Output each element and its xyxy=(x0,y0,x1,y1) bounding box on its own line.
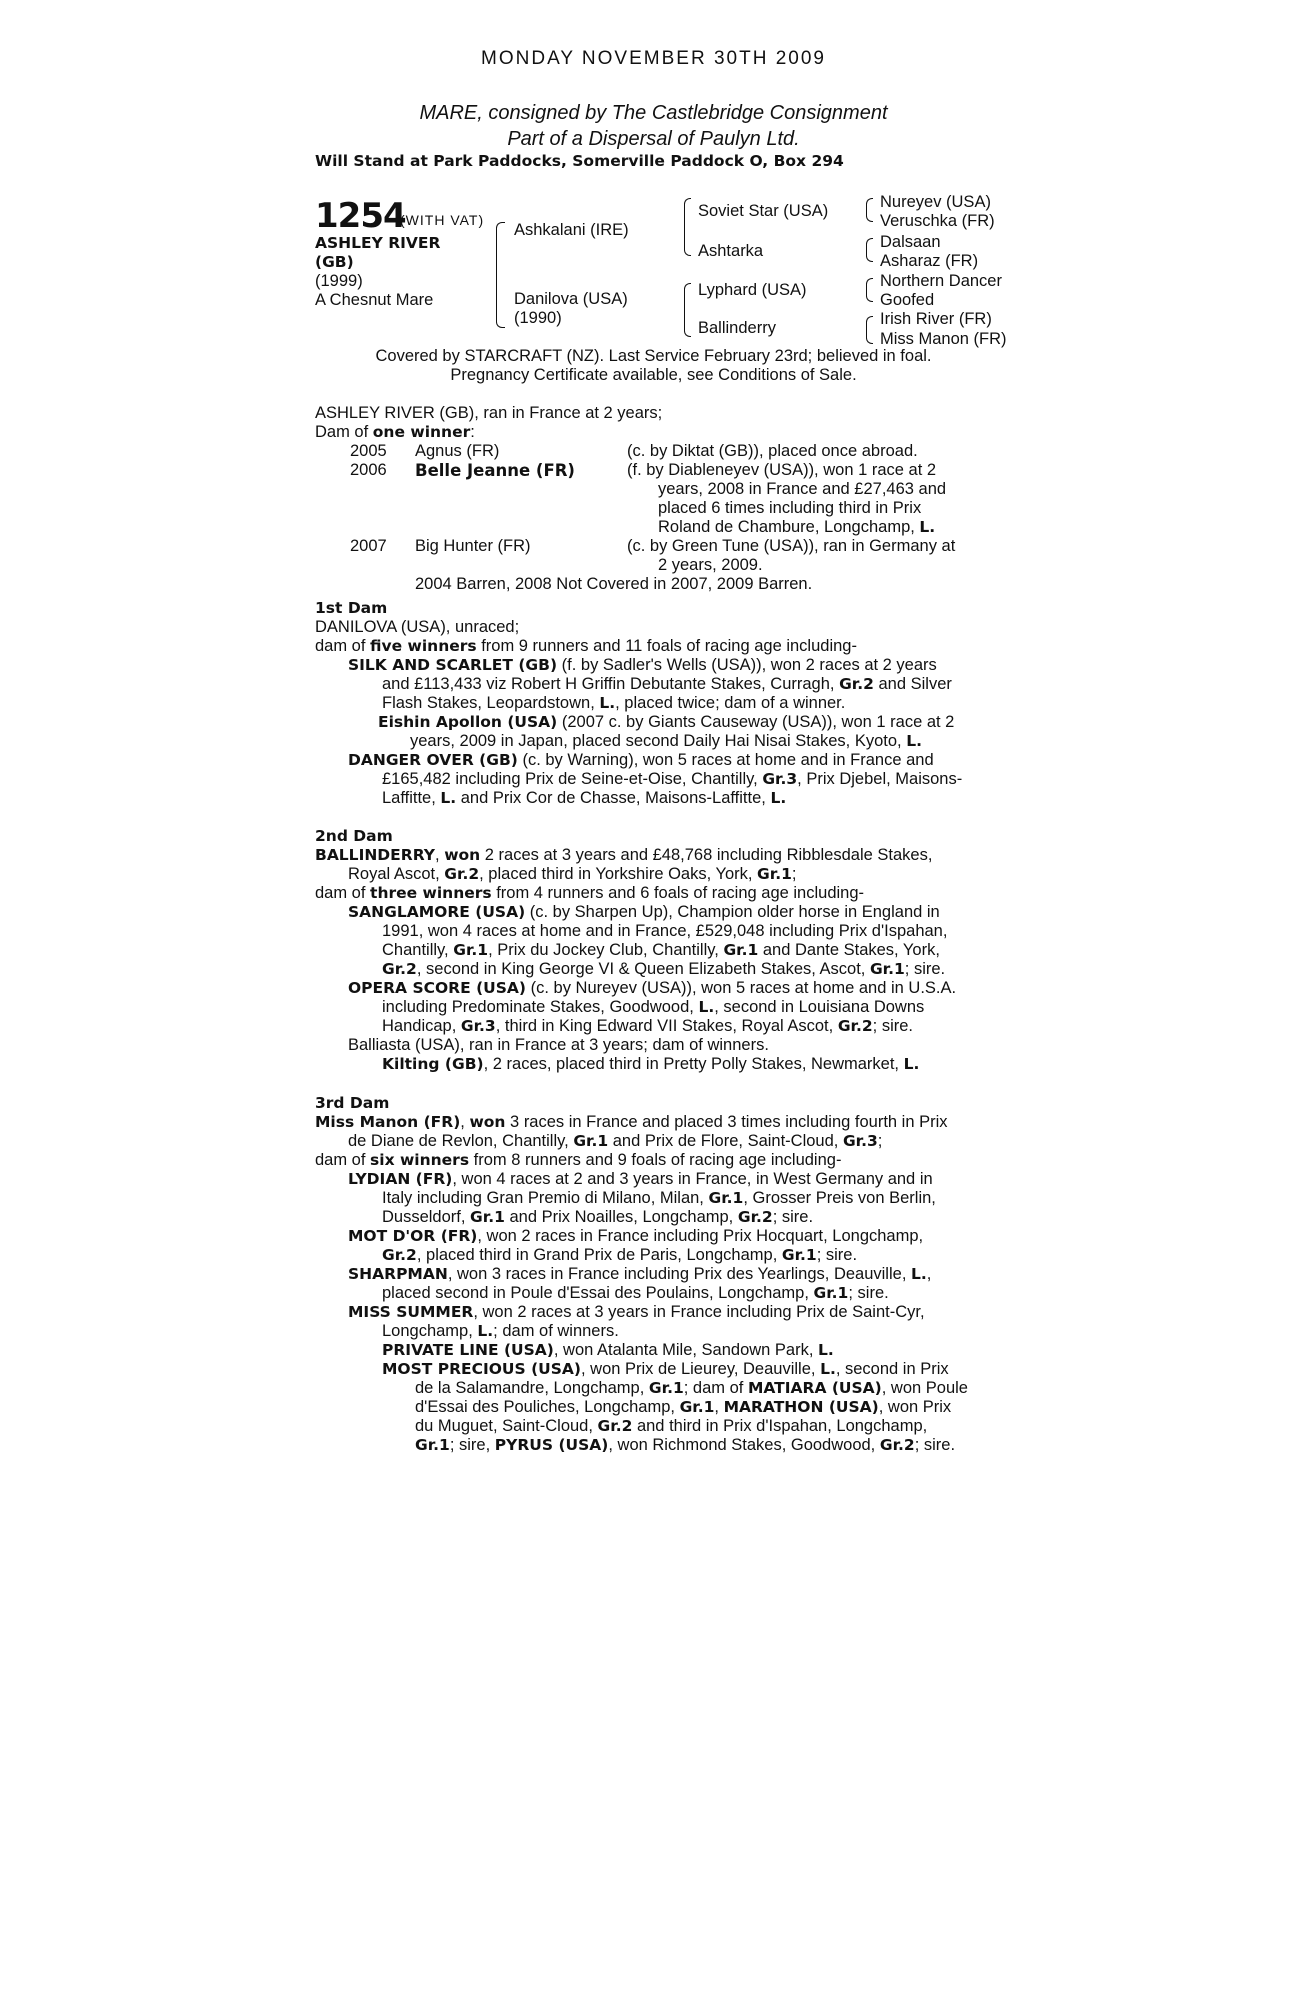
third-dam-most-line1: MOST PRECIOUS (USA), won Prix de Lieurey, Deauville, L., second in Prix xyxy=(382,1360,949,1378)
pedigree-brace-sd xyxy=(866,238,873,262)
second-dam-opera-line1: OPERA SCORE (USA) (c. by Nureyev (USA)), won 5 races at home and in U.S.A. xyxy=(348,979,957,997)
produce-barren: 2004 Barren, 2008 Not Covered in 2007, 2009 Barren. xyxy=(415,575,813,593)
pedigree-dd: Ballinderry xyxy=(698,319,776,337)
horse-country: (GB) xyxy=(315,253,354,271)
pedigree-sss: Nureyev (USA) xyxy=(880,193,991,211)
first-dam-dam-of: dam of five winners from 9 runners and 11 foals of racing age including- xyxy=(315,637,857,655)
pedigree-sds: Dalsaan xyxy=(880,233,941,251)
pedigree-dam-year: (1990) xyxy=(514,309,562,327)
pedigree-sire: Ashkalani (IRE) xyxy=(514,221,629,239)
first-dam-danger-line3: Laffitte, L. and Prix Cor de Chasse, Maisons-Laffitte, L. xyxy=(382,789,787,807)
third-dam-line2: de Diane de Revlon, Chantilly, Gr.1 and Prix de Flore, Saint-Cloud, Gr.3; xyxy=(348,1132,883,1150)
covered-line: Covered by STARCRAFT (NZ). Last Service February 23rd; believed in foal. xyxy=(375,347,932,365)
first-dam-silk-line2: and £113,433 viz Robert H Griffin Debutante Stakes, Curragh, Gr.2 and Silver xyxy=(382,675,952,693)
produce-year: 2006 xyxy=(350,461,387,479)
third-dam-private: PRIVATE LINE (USA), won Atalanta Mile, Sandown Park, L. xyxy=(382,1341,834,1359)
pedigree-dss: Northern Dancer xyxy=(880,272,1002,290)
pedigree-sd: Ashtarka xyxy=(698,242,764,260)
third-dam-mot-line1: MOT D'OR (FR), won 2 races in France including Prix Hocquart, Longchamp, xyxy=(348,1227,924,1245)
first-dam-eishin-line1: Eishin Apollon (USA) (2007 c. by Giants Causeway (USA)), won 1 race at 2 xyxy=(378,713,955,731)
produce-name: Agnus (FR) xyxy=(415,442,500,460)
produce-dam-of: Dam of one winner: xyxy=(315,423,475,441)
second-dam-opera-line3: Handicap, Gr.3, third in King Edward VII Stakes, Royal Ascot, Gr.2; sire. xyxy=(382,1017,913,1035)
first-dam-eishin-line2: years, 2009 in Japan, placed second Daily Hai Nisai Stakes, Kyoto, L. xyxy=(410,732,922,750)
first-dam-intro: DANILOVA (USA), unraced; xyxy=(315,618,520,636)
produce-details: (c. by Green Tune (USA)), ran in Germany at xyxy=(627,537,956,555)
third-dam-miss-line1: MISS SUMMER, won 2 races at 3 years in France including Prix de Saint-Cyr, xyxy=(348,1303,925,1321)
pedigree-brace-ds xyxy=(866,278,873,302)
pedigree-ddd: Miss Manon (FR) xyxy=(880,330,1007,348)
pedigree-ds: Lyphard (USA) xyxy=(698,281,807,299)
third-dam-miss-line2: Longchamp, L.; dam of winners. xyxy=(382,1322,619,1340)
third-dam-dam-of: dam of six winners from 8 runners and 9 foals of racing age including- xyxy=(315,1151,842,1169)
horse-year: (1999) xyxy=(315,272,363,290)
produce-details: 2 years, 2009. xyxy=(658,556,763,574)
produce-year: 2007 xyxy=(350,537,387,555)
third-dam-mot-line2: Gr.2, placed third in Grand Prix de Paris, Longchamp, Gr.1; sire. xyxy=(382,1246,858,1264)
consignor-line: MARE, consigned by The Castlebridge Consignment xyxy=(419,102,888,124)
second-dam-balliasta: Balliasta (USA), ran in France at 3 years; dam of winners. xyxy=(348,1036,769,1054)
second-dam-line2: Royal Ascot, Gr.2, placed third in Yorkshire Oaks, York, Gr.1; xyxy=(348,865,797,883)
pedigree-brace-dam xyxy=(684,283,691,337)
lot-number: 1254 xyxy=(315,196,406,236)
first-dam-silk-line3: Flash Stakes, Leopardstown, L., placed twice; dam of a winner. xyxy=(382,694,846,712)
third-dam-most-line2: de la Salamandre, Longchamp, Gr.1; dam of MATIARA (USA), won Poule xyxy=(415,1379,968,1397)
standing-location: Will Stand at Park Paddocks, Somerville Paddock O, Box 294 xyxy=(315,152,844,170)
first-dam-danger-line1: DANGER OVER (GB) (c. by Warning), won 5 races at home and in France and xyxy=(348,751,934,769)
third-dam-heading: 3rd Dam xyxy=(315,1094,390,1112)
produce-intro: ASHLEY RIVER (GB), ran in France at 2 years; xyxy=(315,404,663,422)
second-dam-kilting: Kilting (GB), 2 races, placed third in Pretty Polly Stakes, Newmarket, L. xyxy=(382,1055,920,1073)
produce-details: (c. by Diktat (GB)), placed once abroad. xyxy=(627,442,918,460)
second-dam-sang-line3: Chantilly, Gr.1, Prix du Jockey Club, Chantilly, Gr.1 and Dante Stakes, York, xyxy=(382,941,940,959)
first-dam-heading: 1st Dam xyxy=(315,599,388,617)
second-dam-sang-line1: SANGLAMORE (USA) (c. by Sharpen Up), Champion older horse in England in xyxy=(348,903,940,921)
pedigree-dsd: Goofed xyxy=(880,291,935,309)
third-dam-sharp-line1: SHARPMAN, won 3 races in France including Prix des Yearlings, Deauville, L., xyxy=(348,1265,932,1283)
produce-name: Belle Jeanne (FR) xyxy=(415,461,575,480)
third-dam-most-line3: d'Essai des Pouliches, Longchamp, Gr.1, MARATHON (USA), won Prix xyxy=(415,1398,952,1416)
third-dam-sharp-line2: placed second in Poule d'Essai des Poulains, Longchamp, Gr.1; sire. xyxy=(382,1284,889,1302)
first-dam-silk-line1: SILK AND SCARLET (GB) (f. by Sadler's Wells (USA)), won 2 races at 2 years xyxy=(348,656,937,674)
second-dam-line1: BALLINDERRY, won 2 races at 3 years and £48,768 including Ribblesdale Stakes, xyxy=(315,846,933,864)
pedigree-brace-main xyxy=(496,222,505,328)
pedigree-brace-sire xyxy=(684,198,691,256)
horse-description: A Chesnut Mare xyxy=(315,291,434,309)
pedigree-ssd: Veruschka (FR) xyxy=(880,212,995,230)
produce-year: 2005 xyxy=(350,442,387,460)
pedigree-brace-dd xyxy=(866,316,873,344)
second-dam-heading: 2nd Dam xyxy=(315,827,393,845)
third-dam-most-line4: du Muguet, Saint-Cloud, Gr.2 and third in Prix d'Ispahan, Longchamp, xyxy=(415,1417,928,1435)
dispersal-line: Part of a Dispersal of Paulyn Ltd. xyxy=(507,128,800,150)
third-dam-most-line5: Gr.1; sire, PYRUS (USA), won Richmond Stakes, Goodwood, Gr.2; sire. xyxy=(415,1436,956,1454)
lot-vat: (WITH VAT) xyxy=(400,212,485,228)
produce-details: placed 6 times including third in Prix xyxy=(658,499,922,517)
second-dam-opera-line2: including Predominate Stakes, Goodwood, L., second in Louisiana Downs xyxy=(382,998,925,1016)
first-dam-danger-line2: £165,482 including Prix de Seine-et-Oise, Chantilly, Gr.3, Prix Djebel, Maisons- xyxy=(382,770,963,788)
second-dam-sang-line2: 1991, won 4 races at home and in France, £529,048 including Prix d'Ispahan, xyxy=(382,922,948,940)
second-dam-sang-line4: Gr.2, second in King George VI & Queen Elizabeth Stakes, Ascot, Gr.1; sire. xyxy=(382,960,946,978)
pedigree-ss: Soviet Star (USA) xyxy=(698,202,829,220)
sale-date: MONDAY NOVEMBER 30TH 2009 xyxy=(481,48,826,69)
produce-details: (f. by Diableneyev (USA)), won 1 race at 2 xyxy=(627,461,937,479)
second-dam-dam-of: dam of three winners from 4 runners and 6 foals of racing age including- xyxy=(315,884,865,902)
third-dam-lydian-line1: LYDIAN (FR), won 4 races at 2 and 3 years in France, in West Germany and in xyxy=(348,1170,933,1188)
pedigree-dam: Danilova (USA) xyxy=(514,290,628,308)
produce-details: Roland de Chambure, Longchamp, L. xyxy=(658,518,936,536)
third-dam-line1: Miss Manon (FR), won 3 races in France and placed 3 times including fourth in Prix xyxy=(315,1113,948,1131)
third-dam-lydian-line3: Dusseldorf, Gr.1 and Prix Noailles, Longchamp, Gr.2; sire. xyxy=(382,1208,814,1226)
horse-name: ASHLEY RIVER xyxy=(315,234,441,252)
pedigree-dds: Irish River (FR) xyxy=(880,310,992,328)
pedigree-brace-ss xyxy=(866,198,873,222)
pedigree-sdd: Asharaz (FR) xyxy=(880,252,979,270)
produce-details: years, 2008 in France and £27,463 and xyxy=(658,480,947,498)
pregnancy-line: Pregnancy Certificate available, see Conditions of Sale. xyxy=(450,366,857,384)
produce-name: Big Hunter (FR) xyxy=(415,537,531,555)
third-dam-lydian-line2: Italy including Gran Premio di Milano, Milan, Gr.1, Grosser Preis von Berlin, xyxy=(382,1189,936,1207)
